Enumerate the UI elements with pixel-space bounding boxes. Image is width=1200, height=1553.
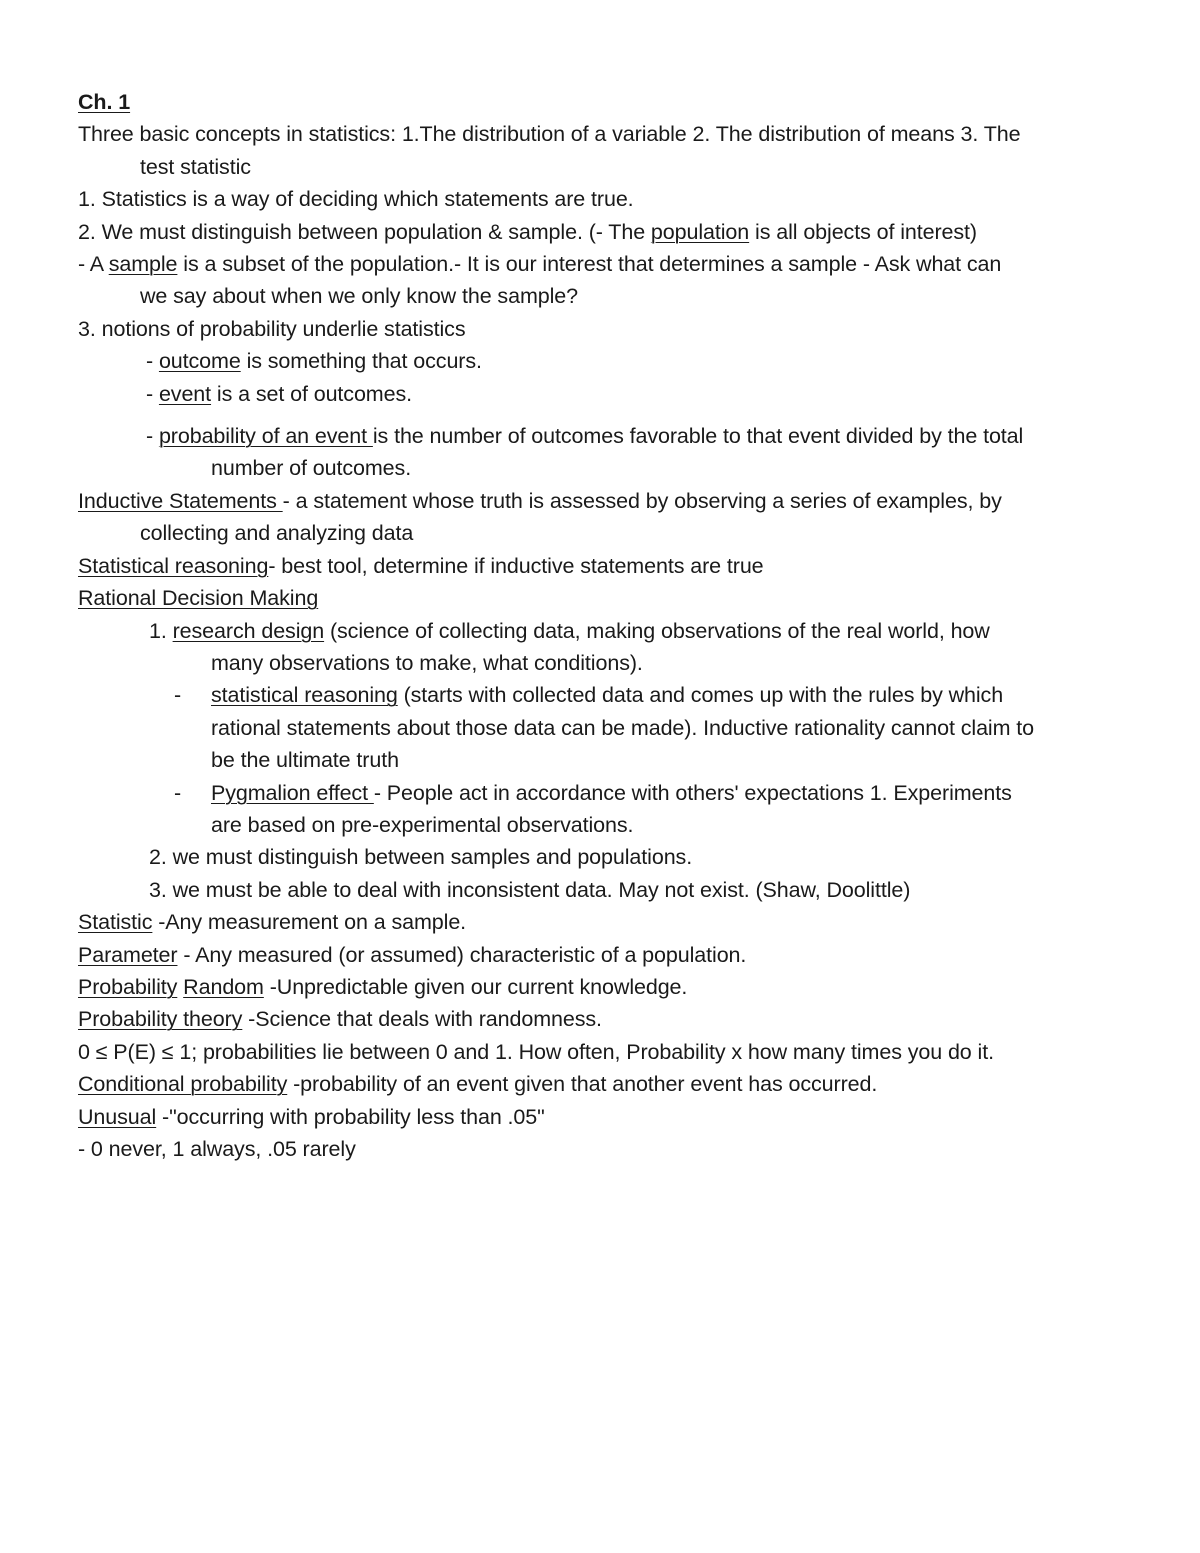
line-population: 2. We must distinguish between population & sample. (- The population is all objects of interest)	[78, 219, 977, 244]
line-sample-cont: we say about when we only know the sample?	[140, 284, 578, 309]
term-probability-theory: Probability theory	[78, 1007, 243, 1032]
line-probability-theory: Probability theory -Science that deals with randomness.	[78, 1007, 602, 1032]
line-pygmalion-cont: are based on pre-experimental observations.	[211, 812, 634, 837]
term-inductive-statements: Inductive Statements	[78, 488, 283, 513]
line-inconsistent-data: 3. we must be able to deal with inconsistent data. May not exist. (Shaw, Doolittle)	[149, 877, 911, 902]
term-probability-of-an-event: probability of an event	[158, 424, 373, 449]
term-pygmalion-effect: Pygmalion effect	[211, 780, 374, 805]
line-unusual: Unusual -"occurring with probability less than .05"	[78, 1104, 545, 1129]
term-conditional-probability: Conditional probability	[78, 1072, 288, 1097]
line-probability-event-cont: number of outcomes.	[211, 456, 412, 481]
line-notions-probability: 3. notions of probability underlie statistics	[78, 316, 466, 341]
line-statistics-way: 1. Statistics is a way of deciding which statements are true.	[78, 187, 634, 212]
line-inductive-statements: Inductive Statements - a statement whose truth is assessed by observing a series of examples, by	[78, 488, 1002, 513]
term-statistical-reasoning-2: statistical reasoning	[211, 683, 398, 708]
term-rational-decision-making: Rational Decision Making	[78, 586, 319, 611]
term-probability: Probability	[78, 974, 178, 999]
line-rational-decision	[78, 582, 1138, 614]
line-outcome: - outcome is something that occurs.	[146, 349, 482, 374]
line-statistical-reasoning-item-cont2: be the ultimate truth	[211, 748, 399, 773]
term-population: population	[650, 219, 750, 244]
line-samples-populations: 2. we must distinguish between samples and populations.	[149, 845, 693, 870]
line-concepts: Three basic concepts in statistics: 1.The distribution of a variable 2. The distribution of means 3. The	[78, 122, 1021, 147]
term-parameter: Parameter	[78, 942, 178, 967]
line-statistic: Statistic -Any measurement on a sample.	[78, 910, 467, 935]
chapter-heading: Ch. 1	[78, 90, 131, 114]
line-never-always-rarely: - 0 never, 1 always, .05 rarely	[78, 1137, 356, 1161]
line-research-design: 1. research design (science of collecting data, making observations of the real world, how	[149, 618, 990, 643]
term-statistic: Statistic	[78, 910, 153, 935]
line-inductive-statements-cont: collecting and analyzing data	[140, 521, 414, 546]
line-probability-event: - probability of an event is the number of outcomes favorable to that event divided by the total	[146, 424, 1024, 449]
line-statistical-reasoning-item-cont1: rational statements about those data can be made). Inductive rationality cannot claim to	[211, 715, 1035, 740]
term-research-design: research design	[172, 618, 325, 643]
term-statistical-reasoning: Statistical reasoning	[78, 553, 269, 578]
line-research-design-cont: many observations to make, what conditions).	[211, 650, 643, 675]
document-body	[78, 86, 1138, 1165]
term-unusual: Unusual	[78, 1104, 157, 1129]
term-outcome: outcome	[158, 349, 241, 374]
line-event: - event is a set of outcomes.	[146, 381, 412, 406]
term-sample: sample	[108, 252, 178, 277]
line-statistical-reasoning-item: - statistical reasoning (starts with collected data and comes up with the rules by which	[174, 683, 1004, 708]
term-random: Random	[183, 974, 264, 999]
line-parameter: Parameter - Any measured (or assumed) characteristic of a population.	[78, 942, 747, 967]
line-pygmalion: - Pygmalion effect - People act in accordance with others' expectations 1. Experiments	[174, 780, 1012, 805]
line-conditional-probability: Conditional probability -probability of an event given that another event has occurred.	[78, 1072, 878, 1097]
line-concepts-cont: test statistic	[140, 154, 251, 179]
line-random: Probability Random -Unpredictable given our current knowledge.	[78, 974, 688, 999]
line-statistical-reasoning: Statistical reasoning- best tool, determine if inductive statements are true	[78, 553, 764, 578]
line-probability-range: 0 ≤ P(E) ≤ 1; probabilities lie between 0 and 1. How often, Probability x how many times you do it.	[78, 1039, 994, 1064]
line-sample: - A sample is a subset of the population.- It is our interest that determines a sample - Ask what can	[78, 252, 1002, 277]
term-event: event	[158, 381, 212, 406]
